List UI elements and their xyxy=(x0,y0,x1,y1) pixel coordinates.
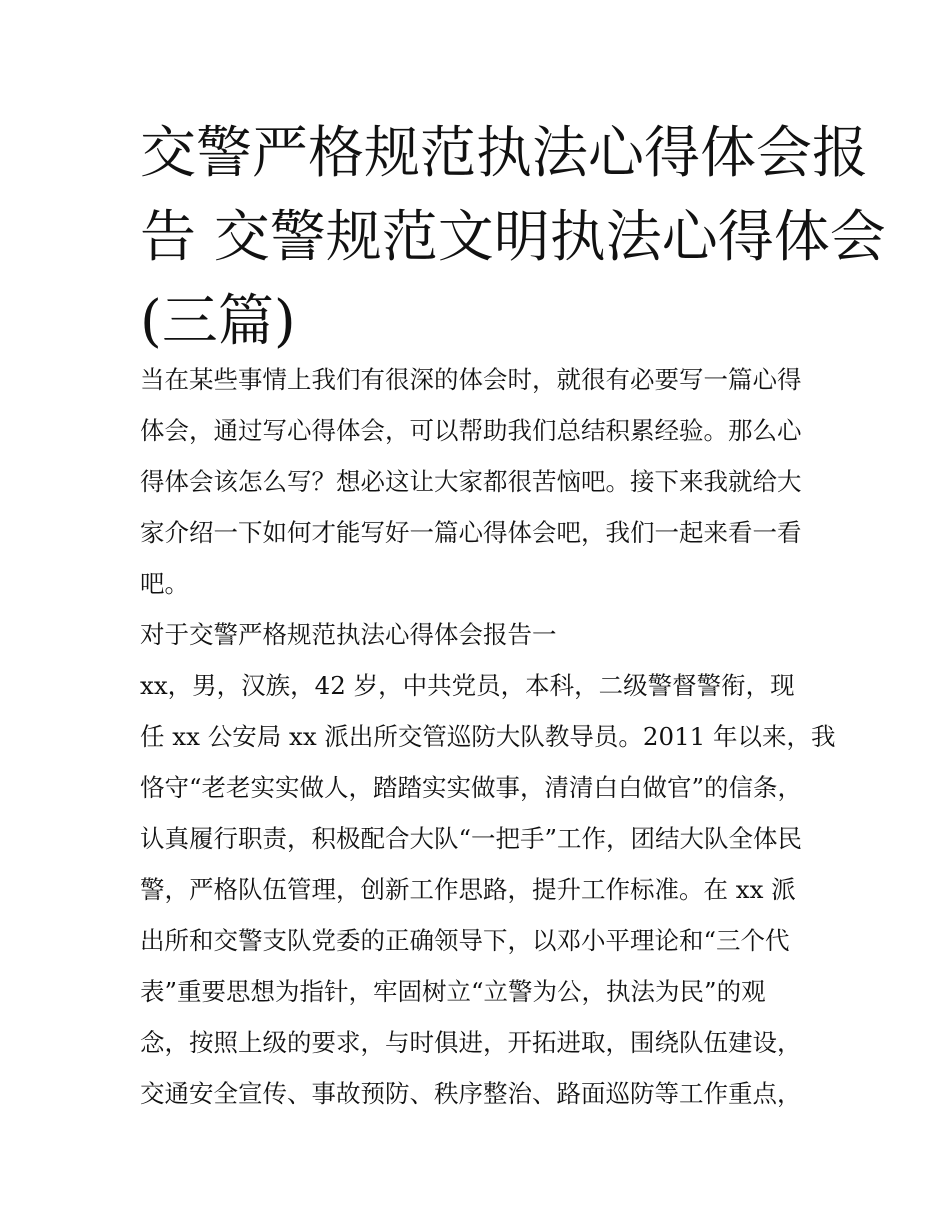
section-heading: 对于交警严格规范执法心得体会报告一 xyxy=(140,620,557,649)
section-line: 念，按照上级的要求，与时俱进，开拓进取，围绕队伍建设， xyxy=(140,1028,802,1057)
section-line: 恪守“老老实实做人，踏踏实实做事，清清白白做官”的信条， xyxy=(140,773,803,802)
document-body xyxy=(140,354,836,1119)
section-line: 出所和交警支队党委的正确领导下，以邓小平理论和“三个代 xyxy=(140,926,790,955)
intro-line: 得体会该怎么写？想必这让大家都很苦恼吧。接下来我就给大 xyxy=(140,467,802,496)
section-line: xx，男，汉族，42 岁，中共党员，本科，二级警督警衔，现 xyxy=(140,671,795,700)
section-line: 表”重要思想为指针，牢固树立“立警为公，执法为民”的观 xyxy=(140,977,766,1006)
title-line: 交警严格规范执法心得体会报 xyxy=(140,121,868,186)
section-line: 认真履行职责，积极配合大队“一把手”工作，团结大队全体民 xyxy=(140,824,803,853)
intro-line: 体会，通过写心得体会，可以帮助我们总结积累经验。那么心 xyxy=(140,416,802,445)
intro-line: 家介绍一下如何才能写好一篇心得体会吧，我们一起来看一看 xyxy=(140,518,802,547)
title-line: (三篇) xyxy=(140,289,296,354)
section-line: 交通安全宣传、事故预防、秩序整治、路面巡防等工作重点， xyxy=(140,1079,802,1108)
section-line: 警，严格队伍管理，创新工作思路，提升工作标准。在 xx 派 xyxy=(140,875,796,904)
intro-line: 当在某些事情上我们有很深的体会时，就很有必要写一篇心得 xyxy=(140,365,802,394)
document-title xyxy=(140,112,886,364)
section-line: 任 xx 公安局 xx 派出所交管巡防大队教导员。2011 年以来，我 xyxy=(140,722,836,751)
intro-line: 吧。 xyxy=(140,569,189,598)
title-line: 告 交警规范文明执法心得体会 xyxy=(140,205,886,270)
